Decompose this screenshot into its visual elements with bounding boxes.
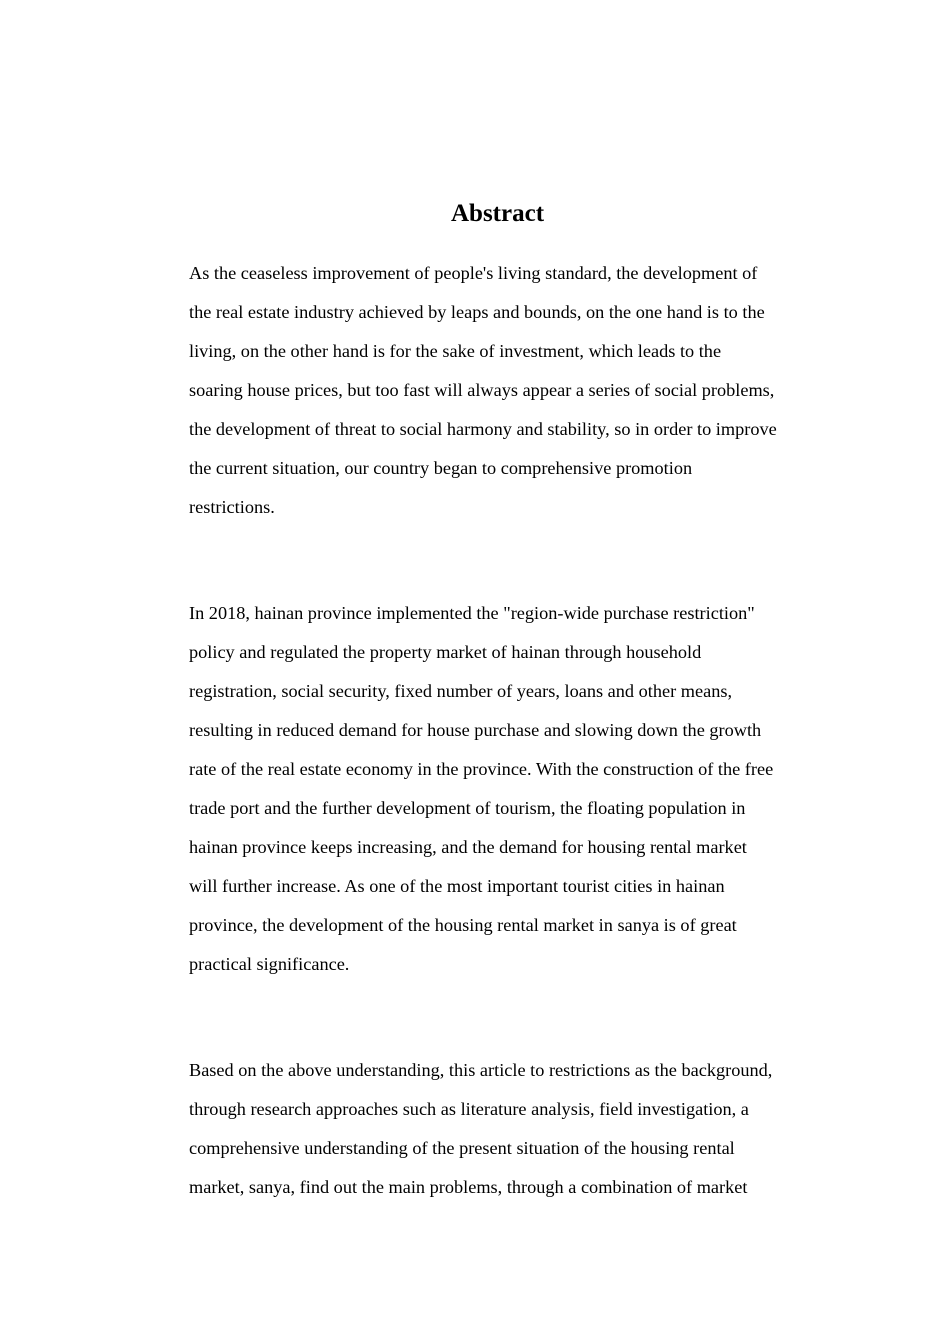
text-line: policy and regulated the property market of hainan through household: [189, 642, 702, 662]
text-line: rate of the real estate economy in the province. With the construction of the free: [189, 759, 774, 779]
text-line: restrictions.: [189, 497, 275, 517]
abstract-paragraph-3: [189, 1051, 814, 1207]
abstract-paragraph-2: [189, 594, 814, 984]
text-line: As the ceaseless improvement of people's living standard, the development of: [189, 263, 758, 283]
text-line: trade port and the further development of tourism, the floating population in: [189, 798, 746, 818]
text-line: province, the development of the housing rental market in sanya is of great: [189, 915, 737, 935]
text-line: living, on the other hand is for the sake of investment, which leads to the: [189, 341, 722, 361]
text-line: registration, social security, fixed number of years, loans and other means,: [189, 681, 733, 701]
text-line: resulting in reduced demand for house purchase and slowing down the growth: [189, 720, 762, 740]
page-title: Abstract: [450, 200, 545, 227]
text-line: the current situation, our country began to comprehensive promotion: [189, 458, 693, 478]
text-line: Based on the above understanding, this article to restrictions as the background,: [189, 1060, 773, 1080]
text-line: the development of threat to social harmony and stability, so in order to improve: [189, 419, 777, 439]
text-line: soaring house prices, but too fast will always appear a series of social problems,: [189, 380, 775, 400]
abstract-paragraph-1: [189, 254, 814, 527]
text-line: practical significance.: [189, 954, 350, 974]
text-line: through research approaches such as literature analysis, field investigation, a: [189, 1099, 749, 1119]
text-line: the real estate industry achieved by leaps and bounds, on the one hand is to the: [189, 302, 765, 322]
text-line: In 2018, hainan province implemented the "region-wide purchase restriction": [189, 603, 755, 623]
text-line: market, sanya, find out the main problems, through a combination of market: [189, 1177, 748, 1197]
text-line: comprehensive understanding of the present situation of the housing rental: [189, 1138, 735, 1158]
text-line: will further increase. As one of the most important tourist cities in hainan: [189, 876, 725, 896]
text-line: hainan province keeps increasing, and the demand for housing rental market: [189, 837, 747, 857]
